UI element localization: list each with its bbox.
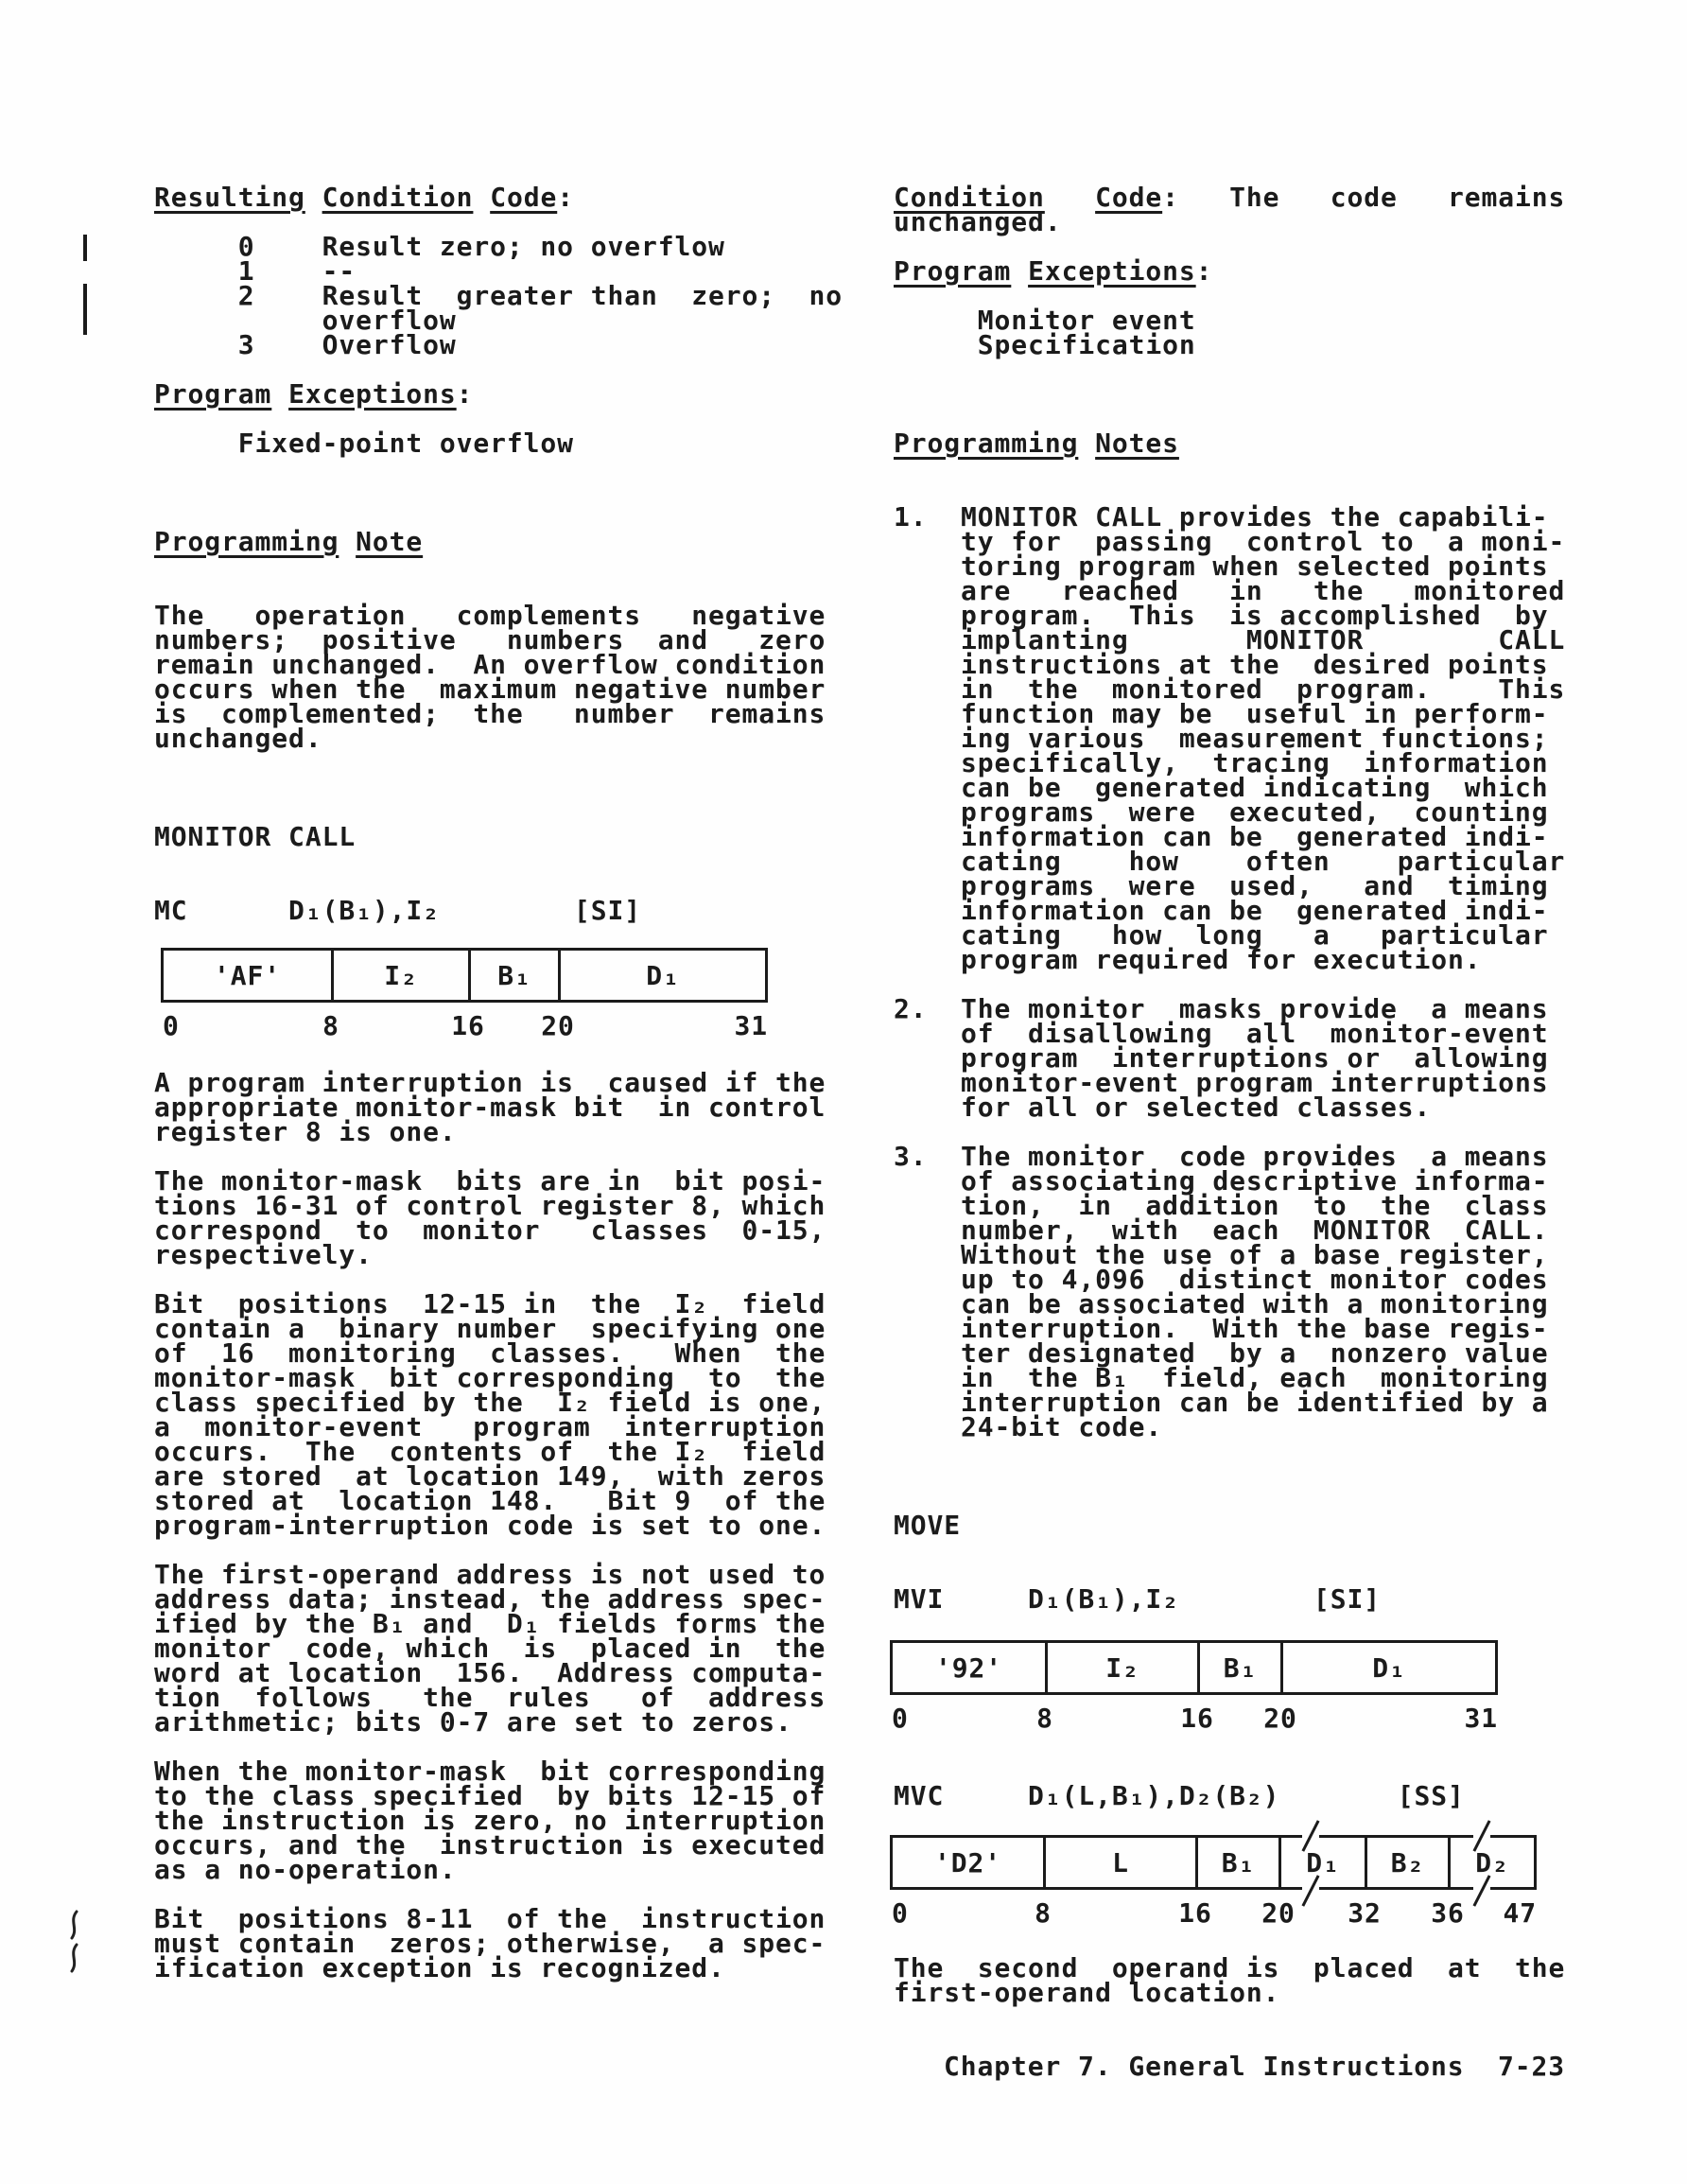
text-line: of disallowing all monitor-event: [894, 1018, 1549, 1049]
section-heading: Condition Code: The code remains: [894, 182, 1566, 213]
text-line: [894, 1907, 1565, 1931]
text-line: function may be useful in perform-: [894, 698, 1549, 729]
format-field-cell: D₁: [1372, 1651, 1406, 1684]
text-line: monitor-mask bit corresponding to the: [154, 1362, 826, 1393]
text-line: program required for execution.: [894, 944, 1482, 975]
text-line: ty for passing control to a moni-: [894, 526, 1566, 557]
heading-word: Code: [1095, 182, 1163, 213]
text-line: [894, 456, 1565, 480]
text-line: ter designated by a nonzero value: [894, 1337, 1549, 1369]
text-line: The first-operand address is not used to: [154, 1559, 826, 1590]
field-boundary-slash: [1300, 1873, 1321, 1909]
section-heading: [894, 428, 1565, 459]
text-line: MONITOR CALL: [154, 821, 357, 852]
text-line: [894, 1612, 1565, 1636]
text-line: Bit positions 12-15 in the I₂ field: [154, 1288, 826, 1319]
text-line: MOVE: [894, 1510, 962, 1541]
text-line: tion, in addition to the class: [894, 1190, 1549, 1221]
text-line: monitor code, which is placed in the: [154, 1633, 826, 1664]
bit-position-label: 0: [892, 1703, 909, 1734]
text-line: ification exception is recognized.: [154, 1952, 725, 1983]
instruction-format-box-mvc: [890, 1835, 1537, 1890]
text-line: remain unchanged. An overflow condition: [154, 649, 826, 680]
change-bar: [83, 235, 87, 261]
text-line: overflow: [154, 305, 457, 336]
text-line: tion follows the rules of address: [154, 1682, 826, 1713]
text-line: The operation complements negative: [154, 600, 826, 631]
format-field-cell: 'D2': [893, 1838, 1046, 1887]
text-line: Without the use of a base register,: [894, 1239, 1549, 1270]
text-line: toring program when selected points: [894, 550, 1549, 582]
text-line: [154, 480, 843, 505]
text-line: in the B₁ field, each monitoring: [894, 1362, 1549, 1393]
text-line: in the monitored program. This: [894, 673, 1566, 705]
bit-position-label: 8: [1035, 1897, 1052, 1929]
text-line: 0 Result zero; no overflow: [154, 231, 725, 262]
bit-position-label: 20: [541, 1010, 575, 1041]
text-line: a monitor-event program interruption: [154, 1411, 826, 1442]
field-boundary-slash: [1300, 1818, 1321, 1854]
text-line: respectively.: [154, 1239, 373, 1270]
text-line: arithmetic; bits 0-7 are set to zeros.: [154, 1706, 792, 1738]
section-heading: Program Exceptions:: [894, 255, 1213, 287]
text-line: [894, 382, 1565, 407]
text-line: [154, 849, 843, 874]
text-line: are reached in the monitored: [894, 575, 1566, 606]
text-line: [894, 358, 1565, 382]
text-line: MC D₁(B₁),I₂ [SI]: [154, 895, 641, 926]
text-line: [154, 554, 843, 579]
text-line: interruption. With the base regis-: [894, 1313, 1549, 1344]
text-line: ified by the B₁ and D₁ fields forms the: [154, 1608, 826, 1639]
text-line: program-interruption code is set to one.: [154, 1510, 826, 1541]
text-line: [894, 1464, 1565, 1489]
text-line: is complemented; the number remains: [154, 698, 826, 729]
bit-position-label: 36: [1431, 1897, 1465, 1929]
text-line: can be associated with a monitoring: [894, 1288, 1549, 1319]
heading-word: Condition: [322, 182, 474, 213]
text-line: information can be generated indi-: [894, 821, 1549, 852]
text-line: numbers; positive numbers and zero: [154, 624, 826, 655]
text-line: 3. The monitor code provides a means: [894, 1141, 1549, 1172]
text-line: A program interruption is caused if the: [154, 1067, 826, 1098]
change-bar: [83, 284, 87, 310]
text-line: Bit positions 8-11 of the instruction: [154, 1903, 826, 1934]
format-field-cell: D₁: [646, 959, 680, 991]
text-line: monitor-event program interruptions: [894, 1067, 1549, 1098]
text-line: occurs, and the instruction is executed: [154, 1829, 826, 1861]
text-line: When the monitor-mask bit corresponding: [154, 1756, 826, 1787]
format-field-cell: L: [1046, 1838, 1198, 1887]
text-line: implanting MONITOR CALL: [894, 624, 1566, 655]
section-heading: Program Exceptions:: [154, 378, 474, 410]
text-line: number, with each MONITOR CALL.: [894, 1214, 1549, 1246]
heading-word: Code: [490, 182, 558, 213]
instruction-format-box-mvi: [890, 1640, 1498, 1695]
text-line: 2 Result greater than zero; no: [154, 280, 844, 311]
text-line: occurs. The contents of the I₂ field: [154, 1436, 826, 1467]
bit-position-label: 16: [1178, 1897, 1212, 1929]
bit-position-label: 31: [1464, 1703, 1498, 1734]
text-line: [154, 456, 843, 480]
text-line: 3 Overflow: [154, 329, 457, 360]
text-line: information can be generated indi-: [894, 895, 1549, 926]
text-line: programs were used, and timing: [894, 870, 1549, 901]
text-line: [154, 751, 843, 776]
text-line: MVI D₁(B₁),I₂ [SI]: [894, 1583, 1381, 1615]
heading-word: Resulting: [154, 182, 305, 213]
text-line: ing various measurement functions;: [894, 723, 1549, 754]
change-bar: [83, 308, 87, 335]
text-line: 1 --: [154, 255, 357, 287]
bit-position-label: 16: [451, 1010, 485, 1041]
text-line: class specified by the I₂ field is one,: [154, 1387, 826, 1418]
page-footer: Chapter 7. General Instructions 7-23: [944, 2051, 1566, 2082]
instruction-format-box-mc: [161, 948, 768, 1003]
text-line: as a no-operation.: [154, 1854, 457, 1885]
heading-word: Program: [894, 255, 1012, 287]
text-line: the instruction is zero, no interruption: [154, 1805, 826, 1836]
left-column: [154, 182, 844, 1983]
text-line: program. This is accomplished by: [894, 600, 1549, 631]
bit-position-label: 8: [1036, 1703, 1053, 1734]
text-line: up to 4,096 distinct monitor codes: [894, 1264, 1549, 1295]
text-line: are stored at location 149, with zeros: [154, 1460, 826, 1492]
heading-word: Exceptions: [288, 378, 457, 410]
heading-word: Notes: [1095, 428, 1179, 459]
bit-position-label: 20: [1263, 1703, 1297, 1734]
format-field-cell: I₂: [334, 951, 471, 1000]
text-line: 2. The monitor masks provide a means: [894, 993, 1549, 1024]
heading-word: Note: [356, 526, 424, 557]
text-line: [894, 1489, 1565, 1513]
text-line: of associating descriptive informa-: [894, 1165, 1549, 1197]
bit-position-label: 0: [892, 1897, 909, 1929]
bit-position-label: 32: [1348, 1897, 1382, 1929]
text-line: [894, 1735, 1565, 1759]
text-line: for all or selected classes.: [894, 1092, 1432, 1123]
format-field-cell: D₁: [1281, 1838, 1367, 1887]
text-line: cating how long a particular: [894, 919, 1549, 951]
text-line: cating how often particular: [894, 846, 1566, 877]
field-boundary-slash: [1471, 1873, 1492, 1909]
format-field-cell: B₁: [1198, 1838, 1281, 1887]
text-line: must contain zeros; otherwise, a spec-: [154, 1928, 826, 1959]
text-line: word at location 156. Address computa-: [154, 1657, 826, 1688]
heading-word: Exceptions: [1028, 255, 1196, 287]
text-line: Specification: [894, 329, 1196, 360]
bit-position-label: 0: [163, 1010, 180, 1041]
text-line: [154, 776, 843, 800]
text-line: The second operand is placed at the: [894, 1952, 1566, 1983]
text-line: unchanged.: [894, 206, 1062, 237]
text-line: Fixed-point overflow: [154, 428, 574, 459]
text-line: occurs when the maximum negative number: [154, 673, 826, 705]
heading-word: Condition: [894, 182, 1045, 213]
section-heading: [154, 526, 843, 557]
text-line: [894, 1538, 1565, 1563]
text-line: contain a binary number specifying one: [154, 1313, 826, 1344]
text-line: instructions at the desired points: [894, 649, 1549, 680]
text-line: register 8 is one.: [154, 1116, 457, 1147]
text-line: stored at location 148. Bit 9 of the: [154, 1485, 826, 1516]
format-field-cell: I₂: [1048, 1643, 1200, 1692]
text-line: first-operand location.: [894, 1977, 1280, 2008]
text-line: to the class specified by bits 12-15 of: [154, 1780, 826, 1811]
text-line: of 16 monitoring classes. When the: [154, 1337, 826, 1369]
text-line: [894, 1440, 1565, 1464]
text-line: programs were executed, counting: [894, 796, 1549, 828]
text-line: can be generated indicating which: [894, 772, 1549, 803]
bit-position-label: 31: [734, 1010, 768, 1041]
text-line: specifically, tracing information: [894, 747, 1549, 778]
section-heading: Resulting Condition Code:: [154, 182, 574, 213]
text-line: program interruptions or allowing: [894, 1042, 1549, 1074]
text-line: correspond to monitor classes 0-15,: [154, 1214, 826, 1246]
bit-position-label: 20: [1261, 1897, 1296, 1929]
format-field-cell: B₁: [1200, 1643, 1283, 1692]
text-line: address data; instead, the address spec-: [154, 1583, 826, 1615]
heading-word: Programming: [154, 526, 339, 557]
text-line: 1. MONITOR CALL provides the capabili-: [894, 501, 1549, 533]
text-line: [894, 1808, 1565, 1833]
text-line: 24-bit code.: [894, 1411, 1163, 1442]
bit-position-label: 47: [1503, 1897, 1537, 1929]
text-line: interruption can be identified by a: [894, 1387, 1549, 1418]
bit-position-label: 8: [322, 1010, 339, 1041]
heading-word: Program: [154, 378, 272, 410]
text-line: [154, 923, 843, 948]
field-boundary-slash: [1471, 1818, 1492, 1854]
text-line: Monitor event: [894, 305, 1196, 336]
text-line: The monitor-mask bits are in bit posi-: [154, 1165, 826, 1197]
margin-mark: [66, 1909, 81, 1975]
heading-word: Programming: [894, 428, 1079, 459]
text-line: appropriate monitor-mask bit in control: [154, 1092, 826, 1123]
format-field-cell: D₂: [1475, 1846, 1509, 1878]
format-field-cell: B₂: [1367, 1838, 1451, 1887]
text-line: MVC D₁(L,B₁),D₂(B₂) [SS]: [894, 1780, 1465, 1811]
text-line: tions 16-31 of control register 8, which: [154, 1190, 826, 1221]
bit-position-label: 16: [1180, 1703, 1214, 1734]
format-field-cell: 'AF': [164, 951, 334, 1000]
text-line: unchanged.: [154, 723, 322, 754]
format-field-cell: B₁: [471, 951, 561, 1000]
format-field-cell: '92': [893, 1643, 1048, 1692]
